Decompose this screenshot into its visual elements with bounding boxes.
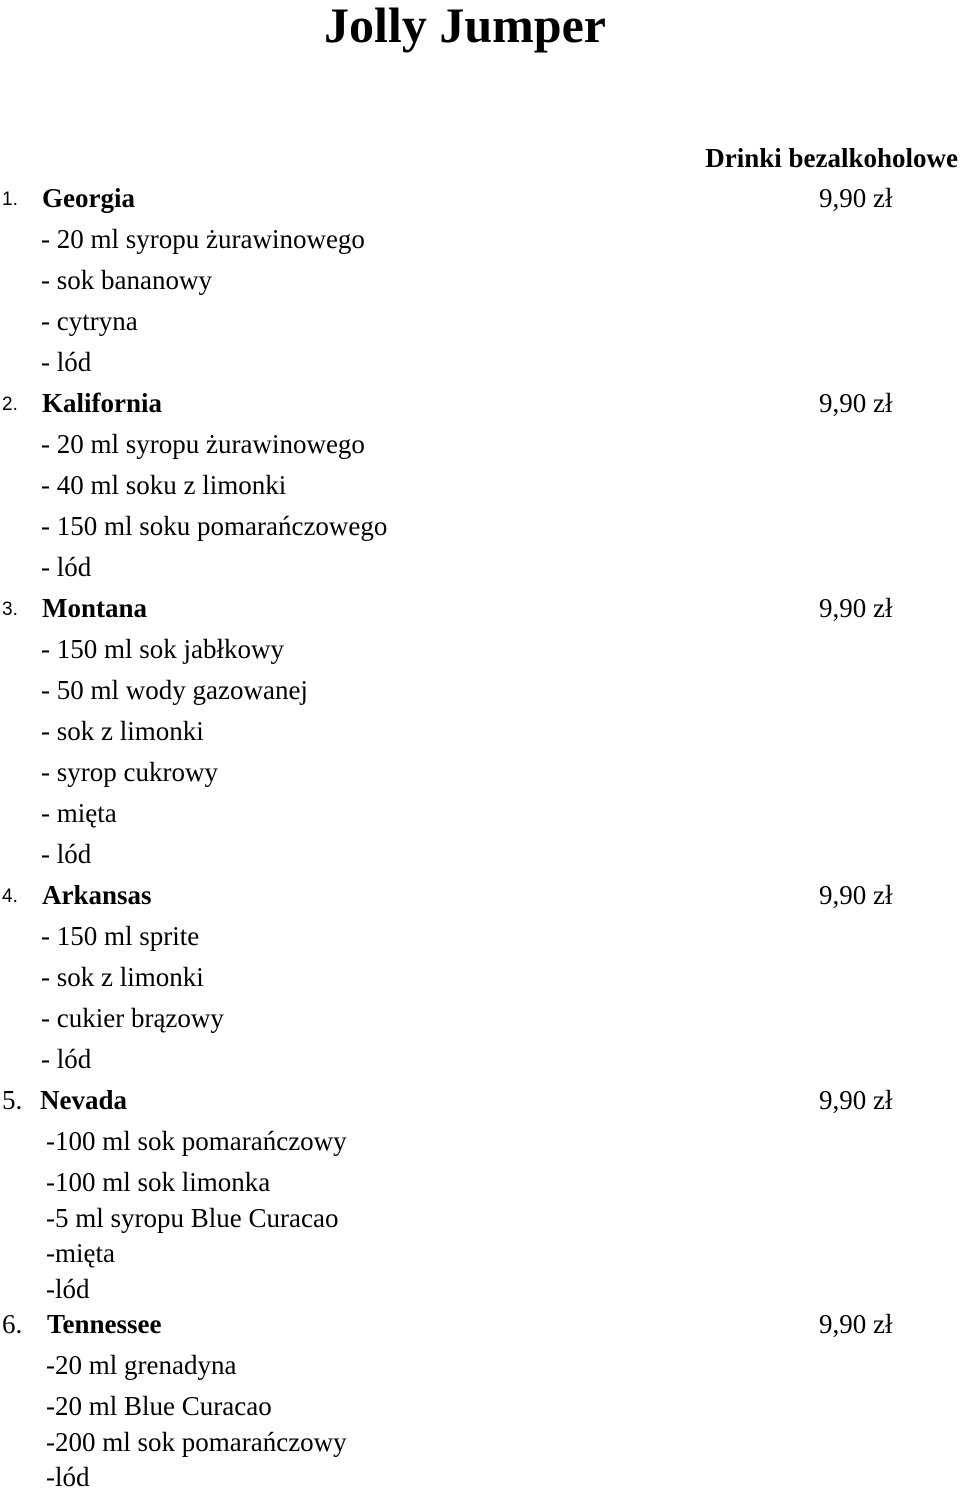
ingredient: -lód [46, 1462, 90, 1492]
drink-number: 3. [2, 599, 18, 620]
ingredient: - 150 ml sok jabłkowy [41, 634, 284, 664]
ingredient: - 20 ml syropu żurawinowego [41, 429, 365, 459]
drink-name: Nevada [40, 1085, 127, 1115]
ingredient: -mięta [46, 1238, 115, 1268]
ingredient: - sok z limonki [41, 962, 204, 992]
ingredient: - lód [41, 839, 92, 869]
drink-name: Kalifornia [42, 388, 162, 418]
ingredient: - lód [41, 347, 92, 377]
drink-number: 2. [2, 394, 18, 415]
drink-number: 6. [2, 1309, 23, 1339]
ingredient: - 20 ml syropu żurawinowego [41, 224, 365, 254]
drink-price: 9,90 zł [819, 1309, 893, 1339]
drink-price: 9,90 zł [819, 593, 893, 623]
drink-item-montana [0, 593, 960, 880]
ingredient: - 150 ml soku pomarańczowego [41, 511, 388, 541]
ingredient: -lód [46, 1273, 90, 1304]
ingredient: - syrop cukrowy [41, 757, 218, 787]
drink-number: 5. [2, 1085, 23, 1115]
drink-name: Montana [42, 593, 148, 623]
ingredient: - lód [41, 1044, 92, 1074]
drink-item-kalifornia [0, 388, 960, 593]
ingredient: -20 ml grenadyna [46, 1350, 237, 1380]
ingredient: - 150 ml sprite [41, 921, 200, 951]
ingredient: -5 ml syropu Blue Curacao [46, 1202, 339, 1233]
drink-price: 9,90 zł [819, 183, 893, 213]
ingredient: -100 ml sok limonka [46, 1167, 271, 1197]
drink-price: 9,90 zł [819, 388, 893, 418]
ingredient: - lód [41, 552, 92, 582]
section-heading: Drinki bezalkoholowe [705, 143, 958, 173]
ingredient: - cukier brązowy [41, 1003, 224, 1033]
drink-item-arkansas [0, 880, 960, 1085]
drink-number: 1. [2, 189, 18, 210]
ingredient: - cytryna [41, 306, 138, 336]
ingredient: -20 ml Blue Curacao [46, 1391, 272, 1421]
drink-price: 9,90 zł [819, 880, 893, 910]
drink-menu [0, 183, 960, 1498]
drink-item-nevada [0, 1085, 960, 1309]
ingredient: - 50 ml wody gazowanej [41, 675, 308, 705]
drink-item-georgia [0, 183, 960, 388]
ingredient: - mięta [41, 798, 117, 828]
ingredient: -100 ml sok pomarańczowy [46, 1126, 347, 1156]
ingredient: - sok bananowy [41, 265, 212, 295]
ingredient: - 40 ml soku z limonki [41, 470, 287, 500]
drink-name: Tennessee [47, 1309, 162, 1339]
drink-name: Georgia [42, 183, 135, 213]
ingredient: - sok z limonki [41, 716, 204, 746]
page-title: Jolly Jumper [324, 0, 606, 53]
drink-price: 9,90 zł [819, 1085, 893, 1115]
drink-number: 4. [2, 886, 18, 907]
ingredient: -200 ml sok pomarańczowy [46, 1426, 347, 1457]
drink-item-tennessee [0, 1309, 960, 1498]
drink-name: Arkansas [42, 880, 152, 910]
